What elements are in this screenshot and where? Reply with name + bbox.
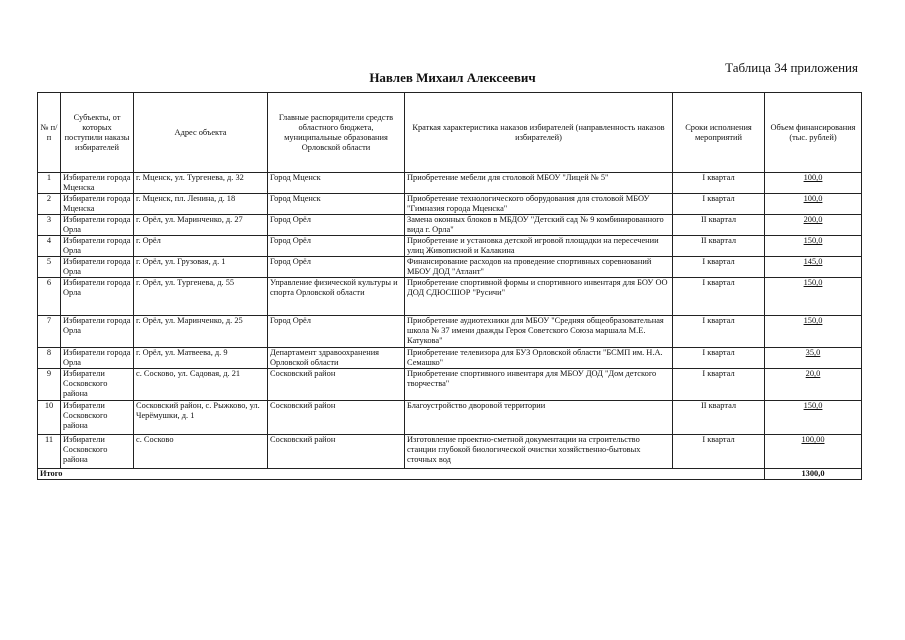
table-row [38,435,862,469]
table-row [38,348,862,369]
table-row [38,173,862,194]
row-number: 3 [38,215,61,236]
row-subject: Избиратели Сосковского района [61,369,134,401]
row-subject: Избиратели города Мценска [61,173,134,194]
row-term: II квартал [673,236,765,257]
row-amount [765,257,862,278]
row-address: Сосковский район, с. Рыжково, ул. Черёмушки, д. 1 [134,401,268,435]
row-description: Приобретение спортивного инвентаря для МБОУ ДОД "Дом детского творчества" [405,369,673,401]
row-recipient: Управление физической культуры и спорта Орловской области [268,278,405,316]
table-row [38,194,862,215]
row-term: I квартал [673,194,765,215]
col-header-address: Адрес объекта [134,93,268,173]
row-number: 2 [38,194,61,215]
row-description: Финансирование расходов на проведение спортивных соревнований МБОУ ДОД "Атлант" [405,257,673,278]
row-term: I квартал [673,348,765,369]
col-header-description: Краткая характеристика наказов избирателей (направленность наказов избирателей) [405,93,673,173]
row-address: с. Сосково [134,435,268,469]
row-description: Приобретение технологического оборудования для столовой МБОУ "Гимназия города Мценска" [405,194,673,215]
row-amount [765,401,862,435]
row-subject: Избиратели города Орла [61,215,134,236]
row-recipient: Город Орёл [268,316,405,348]
table-row [38,215,862,236]
total-amount: 1300,0 [765,469,862,480]
table-row [38,401,862,435]
row-subject: Избиратели города Орла [61,348,134,369]
row-recipient: Город Орёл [268,215,405,236]
total-label: Итого [38,469,765,480]
col-header-recipient: Главные распорядители средств областного бюджета, муниципальные образования Орловской области [268,93,405,173]
row-term: II квартал [673,215,765,236]
table-row [38,369,862,401]
row-address: г. Орёл, ул. Грузовая, д. 1 [134,257,268,278]
row-amount [765,173,862,194]
row-amount-value: 100,0 [803,173,823,182]
row-term: I квартал [673,435,765,469]
row-amount-value: 150,0 [803,316,823,325]
row-subject: Избиратели города Мценска [61,194,134,215]
row-number: 9 [38,369,61,401]
row-term: I квартал [673,173,765,194]
row-amount-value: 150,0 [803,278,823,287]
table-row [38,316,862,348]
row-number: 1 [38,173,61,194]
row-amount-value: 20,0 [805,369,821,378]
row-recipient: Департамент здравоохранения Орловской области [268,348,405,369]
row-amount-value: 100,0 [803,194,823,203]
row-number: 8 [38,348,61,369]
row-term: II квартал [673,401,765,435]
orders-table [37,92,862,480]
row-number: 11 [38,435,61,469]
row-amount [765,435,862,469]
row-term: I квартал [673,316,765,348]
col-header-amount: Объем финансирования (тыс. рублей) [765,93,862,173]
row-address: г. Орёл, ул. Тургенева, д. 55 [134,278,268,316]
row-address: г. Орёл, ул. Матвеева, д. 9 [134,348,268,369]
row-address: г. Мценск, пл. Ленина, д. 18 [134,194,268,215]
row-number: 7 [38,316,61,348]
total-row [38,469,862,480]
row-amount-value: 35,0 [805,348,821,357]
table-header-row [38,93,862,173]
row-subject: Избиратели города Орла [61,236,134,257]
row-recipient: Сосковский район [268,369,405,401]
row-amount-value: 145,0 [803,257,823,266]
row-term: I квартал [673,369,765,401]
row-amount-value: 200,0 [803,215,823,224]
row-subject: Избиратели Сосковского района [61,401,134,435]
row-description: Благоустройство дворовой территории [405,401,673,435]
row-address: г. Орёл [134,236,268,257]
row-subject: Избиратели города Орла [61,316,134,348]
row-subject: Избиратели Сосковского района [61,435,134,469]
row-description: Изготовление проектно-сметной документации на строительство станции глубокой биологической очистки хозяйственно-бытовых сточных вод [405,435,673,469]
table-caption: Таблица 34 приложения [725,60,858,75]
row-amount [765,316,862,348]
row-recipient: Сосковский район [268,401,405,435]
row-amount-value: 150,0 [803,236,823,245]
row-recipient: Город Орёл [268,236,405,257]
table-row [38,278,862,316]
row-recipient: Город Орёл [268,257,405,278]
row-number: 6 [38,278,61,316]
row-amount [765,215,862,236]
row-description: Приобретение спортивной формы и спортивного инвентаря для БОУ ОО ДОД СДЮСШОР "Русичи" [405,278,673,316]
row-term: I квартал [673,278,765,316]
col-header-term: Сроки исполнения мероприятий [673,93,765,173]
row-subject: Избиратели города Орла [61,278,134,316]
row-amount-value: 150,0 [803,401,823,410]
row-amount [765,278,862,316]
row-subject: Избиратели города Орла [61,257,134,278]
row-recipient: Город Мценск [268,194,405,215]
row-description: Приобретение телевизора для БУЗ Орловской области "БСМП им. Н.А. Семашко" [405,348,673,369]
row-amount [765,348,862,369]
row-amount-value: 100,00 [801,435,825,444]
row-address: г. Орёл, ул. Маринченко, д. 27 [134,215,268,236]
row-address: г. Мценск, ул. Тургенева, д. 32 [134,173,268,194]
row-term: I квартал [673,257,765,278]
table-row [38,257,862,278]
row-number: 4 [38,236,61,257]
col-header-subject: Субъекты, от которых поступили наказы избирателей [61,93,134,173]
row-description: Приобретение аудиотехники для МБОУ "Средняя общеобразовательная школа № 37 имени дважды Героя Советского Союза маршала М.Е. Катукова" [405,316,673,348]
row-number: 10 [38,401,61,435]
row-description: Замена оконных блоков в МБДОУ "Детский сад № 9 комбинированного вида г. Орла" [405,215,673,236]
row-address: с. Сосково, ул. Садовая, д. 21 [134,369,268,401]
document-title: Навлев Михаил Алексеевич [369,70,536,85]
row-amount [765,194,862,215]
row-description: Приобретение и установка детской игровой площадки на пересечении улиц Живописной и Калакина [405,236,673,257]
row-description: Приобретение мебели для столовой МБОУ "Лицей № 5" [405,173,673,194]
row-amount [765,369,862,401]
col-header-number: № п/п [38,93,61,173]
table-row [38,236,862,257]
row-recipient: Город Мценск [268,173,405,194]
row-address: г. Орёл, ул. Маринченко, д. 25 [134,316,268,348]
row-recipient: Сосковский район [268,435,405,469]
row-number: 5 [38,257,61,278]
row-amount [765,236,862,257]
